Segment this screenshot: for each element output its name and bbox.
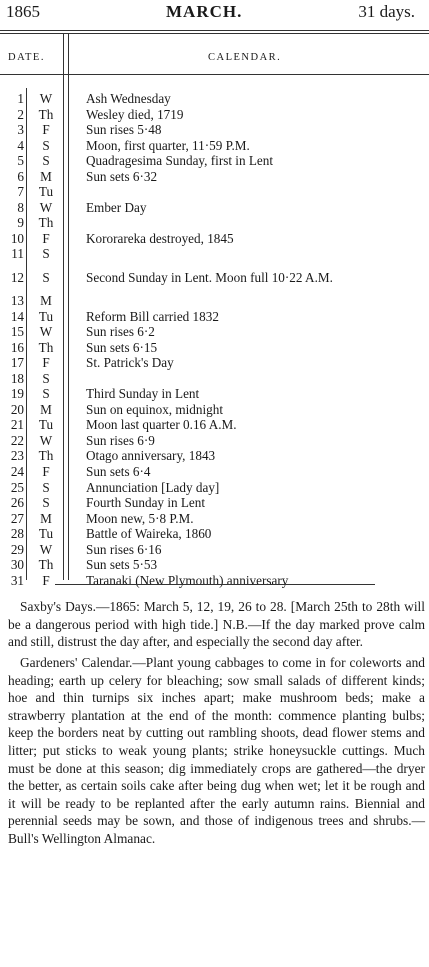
- event: Sun rises 6·2: [86, 324, 155, 340]
- event: Sun rises 5·48: [86, 122, 162, 138]
- day-number: 16: [10, 339, 24, 355]
- calendar-row: [0, 386, 429, 402]
- calendar-row: [0, 246, 429, 262]
- day-number: 30: [10, 557, 24, 573]
- weekday: S: [42, 246, 50, 262]
- day-number: 3: [17, 122, 24, 138]
- calendar-rows: [0, 91, 429, 588]
- event: Battle of Waireka, 1860: [86, 526, 212, 542]
- calendar-row: [0, 107, 429, 123]
- weekday: Th: [38, 106, 54, 122]
- calendar-row: [0, 495, 429, 511]
- event: Kororareka destroyed, 1845: [86, 230, 234, 246]
- day-number: 22: [10, 432, 24, 448]
- calendar-row: [0, 526, 429, 542]
- event: Sun sets 6·15: [86, 339, 158, 355]
- day-number: 6: [17, 168, 24, 184]
- event: Annunciation [Lady day]: [86, 479, 220, 495]
- event: Sun on equinox, midnight: [86, 401, 224, 417]
- weekday: S: [42, 479, 50, 495]
- weekday: S: [42, 270, 50, 286]
- weekday: S: [42, 137, 50, 153]
- weekday: W: [39, 324, 53, 340]
- weekday: F: [42, 122, 50, 138]
- calendar-row: [0, 200, 429, 216]
- column-header-rule: [0, 74, 429, 75]
- calendar-row: [0, 262, 429, 293]
- weekday: F: [42, 355, 50, 371]
- calendar-row: [0, 417, 429, 433]
- calendar-row: [0, 402, 429, 418]
- weekday: Tu: [38, 526, 54, 542]
- weekday: F: [42, 464, 50, 480]
- day-number: 21: [10, 417, 24, 433]
- event: Sun rises 6·9: [86, 432, 155, 448]
- header-month: MARCH.: [166, 2, 243, 21]
- event: Second Sunday in Lent. Moon full 10·22 A.M.: [86, 270, 333, 286]
- weekday: W: [39, 541, 53, 557]
- calendar-row: [0, 231, 429, 247]
- day-number: 26: [10, 495, 24, 511]
- day-number: 9: [17, 215, 24, 231]
- day-number: 15: [10, 324, 24, 340]
- weekday: Th: [38, 448, 54, 464]
- event: St. Patrick's Day: [86, 355, 174, 371]
- day-number: 10: [10, 230, 24, 246]
- day-number: 18: [10, 370, 24, 386]
- calendar-row: [0, 557, 429, 573]
- calendar-row: [0, 511, 429, 527]
- calendar-row: [0, 573, 429, 589]
- calendar-row: [0, 122, 429, 138]
- calendar-row: [0, 324, 429, 340]
- event: Fourth Sunday in Lent: [86, 495, 206, 511]
- calendar-row: [0, 153, 429, 169]
- day-number: 29: [10, 541, 24, 557]
- weekday: Th: [38, 215, 54, 231]
- weekday: M: [40, 510, 52, 526]
- header-rule-double: [0, 33, 429, 34]
- day-number: 20: [10, 401, 24, 417]
- day-number: 24: [10, 464, 24, 480]
- event: Wesley died, 1719: [86, 106, 184, 122]
- day-number: 12: [10, 270, 24, 286]
- column-header-date: DATE.: [8, 52, 45, 63]
- day-number: 4: [17, 137, 24, 153]
- day-number: 25: [10, 479, 24, 495]
- day-number: 8: [17, 199, 24, 215]
- weekday: M: [40, 293, 52, 309]
- weekday: W: [39, 199, 53, 215]
- weekday: Tu: [38, 308, 54, 324]
- day-number: 11: [11, 246, 24, 262]
- day-number: 7: [17, 184, 24, 200]
- calendar-row: [0, 433, 429, 449]
- event: Moon, first quarter, 11·59 P.M.: [86, 137, 250, 153]
- day-number: 23: [10, 448, 24, 464]
- calendar-row: [0, 371, 429, 387]
- event: Ash Wednesday: [86, 91, 171, 106]
- weekday: F: [42, 572, 50, 588]
- weekday: Tu: [38, 417, 54, 433]
- calendar-row: [0, 138, 429, 154]
- event: Taranaki (New Plymouth) anniversary: [86, 572, 289, 588]
- event: Sun sets 6·32: [86, 168, 158, 184]
- event: Moon last quarter 0.16 A.M.: [86, 417, 237, 433]
- calendar-row: [0, 91, 429, 107]
- event: Sun rises 6·16: [86, 541, 162, 557]
- calendar-row: [0, 464, 429, 480]
- event: Sun sets 5·53: [86, 557, 158, 573]
- event: Ember Day: [86, 199, 147, 215]
- calendar-row: [0, 340, 429, 356]
- day-number: 28: [10, 526, 24, 542]
- table-bottom-rule: [55, 584, 375, 585]
- header-year: 1865: [6, 2, 40, 21]
- weekday: F: [42, 230, 50, 246]
- calendar-row: [0, 355, 429, 371]
- gardeners-calendar-text: Gardeners' Calendar.—Plant young cabbages to come in for coleworts and heading; earth up celery for bleaching; sow small salads of different kinds; hoe and thin turnips six inches apart; make mushroom beds; make a strawberry plantation at the end of the month: commence planting bulbs; keep the borders neat by cutting out rambling shoots, dead flower stems and litter; put sticks to weak young plants; strike honeysuckle cuttings. Much must be done at this season; dig immediately crops are gathered—the dryer the better, as certain soils cake after being dug when wet; let it be rough and it will be ready to be replanted after the early autumn rains. Biennial and perennial seeds may be sown, and those of indigenous trees and shrubs.—Bull's Wellington Almanac.: [8, 655, 425, 846]
- event: Third Sunday in Lent: [86, 386, 200, 402]
- day-number: 2: [17, 106, 24, 122]
- weekday: Th: [38, 339, 54, 355]
- calendar-row: [0, 480, 429, 496]
- weekday: S: [42, 495, 50, 511]
- weekday: Tu: [38, 184, 54, 200]
- day-number: 31: [10, 572, 24, 588]
- weekday: Th: [38, 557, 54, 573]
- event: Otago anniversary, 1843: [86, 448, 216, 464]
- event: Moon new, 5·8 P.M.: [86, 510, 194, 526]
- day-number: 27: [10, 510, 24, 526]
- event: Quadragesima Sunday, first in Lent: [86, 153, 274, 169]
- page-header: [0, 0, 429, 28]
- day-number: 13: [10, 293, 24, 309]
- column-header-calendar: CALENDAR.: [208, 52, 282, 63]
- event: Reform Bill carried 1832: [86, 308, 219, 324]
- header-days: 31 days.: [358, 2, 415, 21]
- weekday: S: [42, 153, 50, 169]
- weekday: S: [42, 370, 50, 386]
- weekday: S: [42, 386, 50, 402]
- calendar-row: [0, 215, 429, 231]
- weekday: W: [39, 432, 53, 448]
- calendar-row: [0, 309, 429, 325]
- day-number: 17: [10, 355, 24, 371]
- weekday: W: [39, 91, 53, 106]
- calendar-row: [0, 184, 429, 200]
- day-number: 14: [10, 308, 24, 324]
- saxby-days-text: Saxby's Days.—1865: March 5, 12, 19, 26 to 28. [March 25th to 28th will be a dangerous period with high tide.] N.B.—If the day marked prove calm and still, distrust the day after, and especially the second day after.: [8, 599, 425, 650]
- calendar-row: [0, 448, 429, 464]
- calendar-row: [0, 169, 429, 185]
- day-number: 1: [17, 91, 24, 106]
- event: Sun sets 6·4: [86, 464, 151, 480]
- day-number: 5: [17, 153, 24, 169]
- header-rule-top: [0, 30, 429, 31]
- calendar-row: [0, 542, 429, 558]
- day-number: 19: [10, 386, 24, 402]
- gardeners-calendar-note: [8, 654, 425, 848]
- weekday: M: [40, 168, 52, 184]
- saxby-days-note: [8, 598, 425, 651]
- calendar-row: [0, 293, 429, 309]
- weekday: M: [40, 401, 52, 417]
